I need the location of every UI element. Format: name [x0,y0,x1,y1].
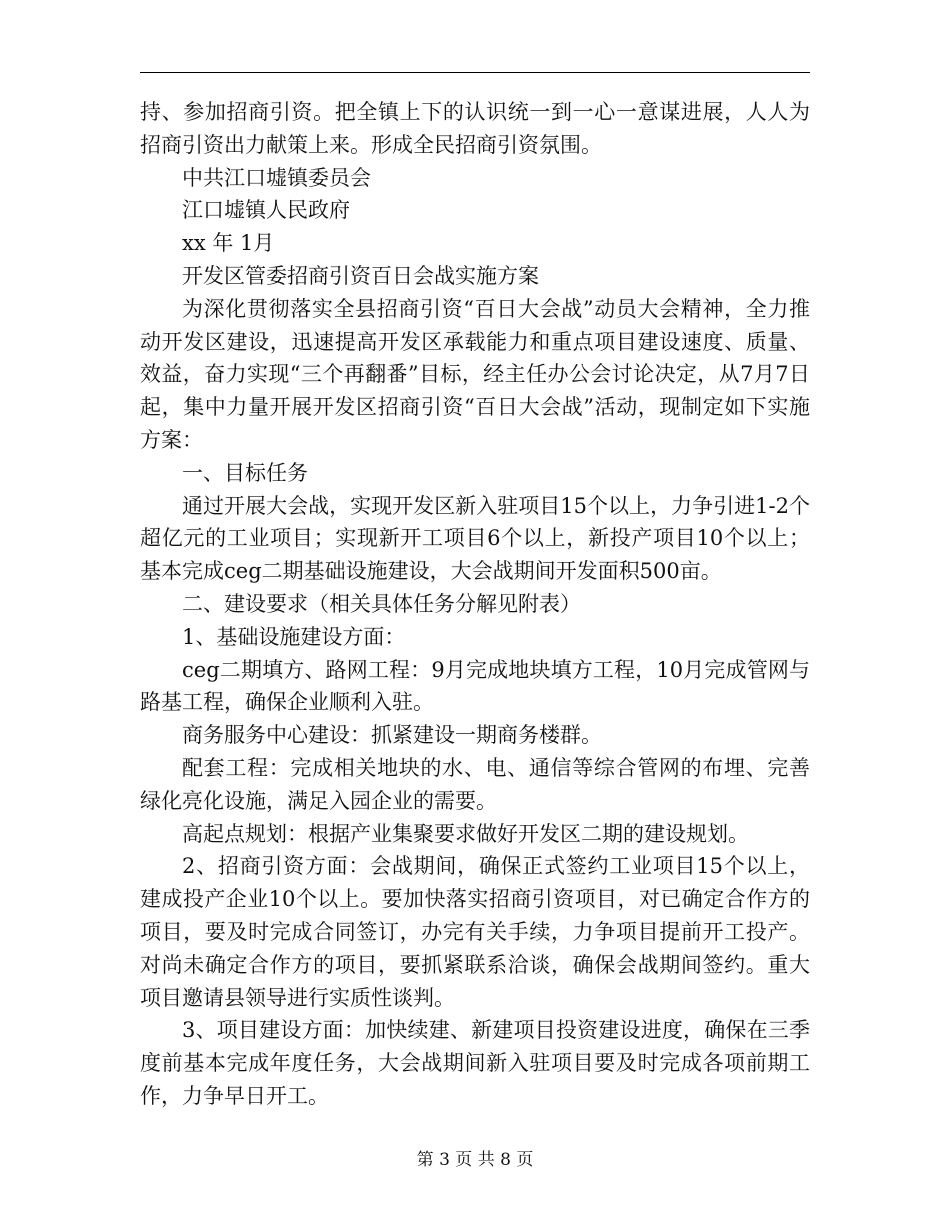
body-text [140,96,810,1113]
signature-date: xx 年 1月 [182,231,275,256]
signature-government: 江口墟镇人民政府 [182,198,350,223]
section-title: 开发区管委招商引资百日会战实施方案 [182,263,539,288]
heading-requirements: 二、建设要求（相关具体任务分解见附表） [182,591,581,616]
paragraph-supporting-works: 配套工程：完成相关地块的水、电、通信等综合管网的布埋、完善绿化亮化设施，满足入园企业的需要。 [140,755,810,813]
paragraph-investment: 2、招商引资方面：会战期间，确保正式签约工业项目15个以上，建成投产企业10个以上。要加快落实招商引资项目，对已确定合作方的项目，要及时完成合同签订，办完有关手续，力争项目提前开工投产。对尚未确定合作方的项目，要抓紧联系洽谈，确保会战期间签约。重大项目邀请县领导进行实质性谈判。 [140,854,810,1010]
paragraph-business-center: 商务服务中心建设：抓紧建设一期商务楼群。 [182,723,602,748]
paragraph-intro: 为深化贯彻落实全县招商引资“百日大会战”动员大会精神，全力推动开发区建设，迅速提高开发区承载能力和重点项目建设速度、质量、效益，奋力实现“三个再翻番”目标，经主任办公会讨论决定，从7月7日起，集中力量开展开发区招商引资“百日大会战”活动，现制定如下实施方案： [140,296,810,452]
heading-goals: 一、目标任务 [182,460,308,485]
paragraph-planning: 高起点规划：根据产业集聚要求做好开发区二期的建设规划。 [182,821,749,846]
paragraph-goals: 通过开展大会战，实现开发区新入驻项目15个以上，力争引进1-2个超亿元的工业项目；实现新开工项目6个以上，新投产项目10个以上；基本完成ceg二期基础设施建设，大会战期间开发面积500亩。 [140,493,810,584]
page-number: 第 3 页 共 8 页 [416,1150,534,1170]
signature-party-committee: 中共江口墟镇委员会 [182,165,371,190]
paragraph-continuation: 持、参加招商引资。把全镇上下的认识统一到一心一意谋进展，人人为招商引资出力献策上来。形成全民招商引资氛围。 [140,100,810,157]
subheading-infrastructure: 1、基础设施建设方面： [182,624,406,649]
paragraph-project-construction: 3、项目建设方面：加快续建、新建项目投资建设进度，确保在三季度前基本完成年度任务，大会战期间新入驻项目要及时完成各项前期工作，力争早日开工。 [140,1018,810,1108]
paragraph-ceg: ceg二期填方、路网工程：9月完成地块填方工程，10月完成管网与路基工程，确保企业顺利入驻。 [140,657,810,715]
header-rule [140,72,810,73]
